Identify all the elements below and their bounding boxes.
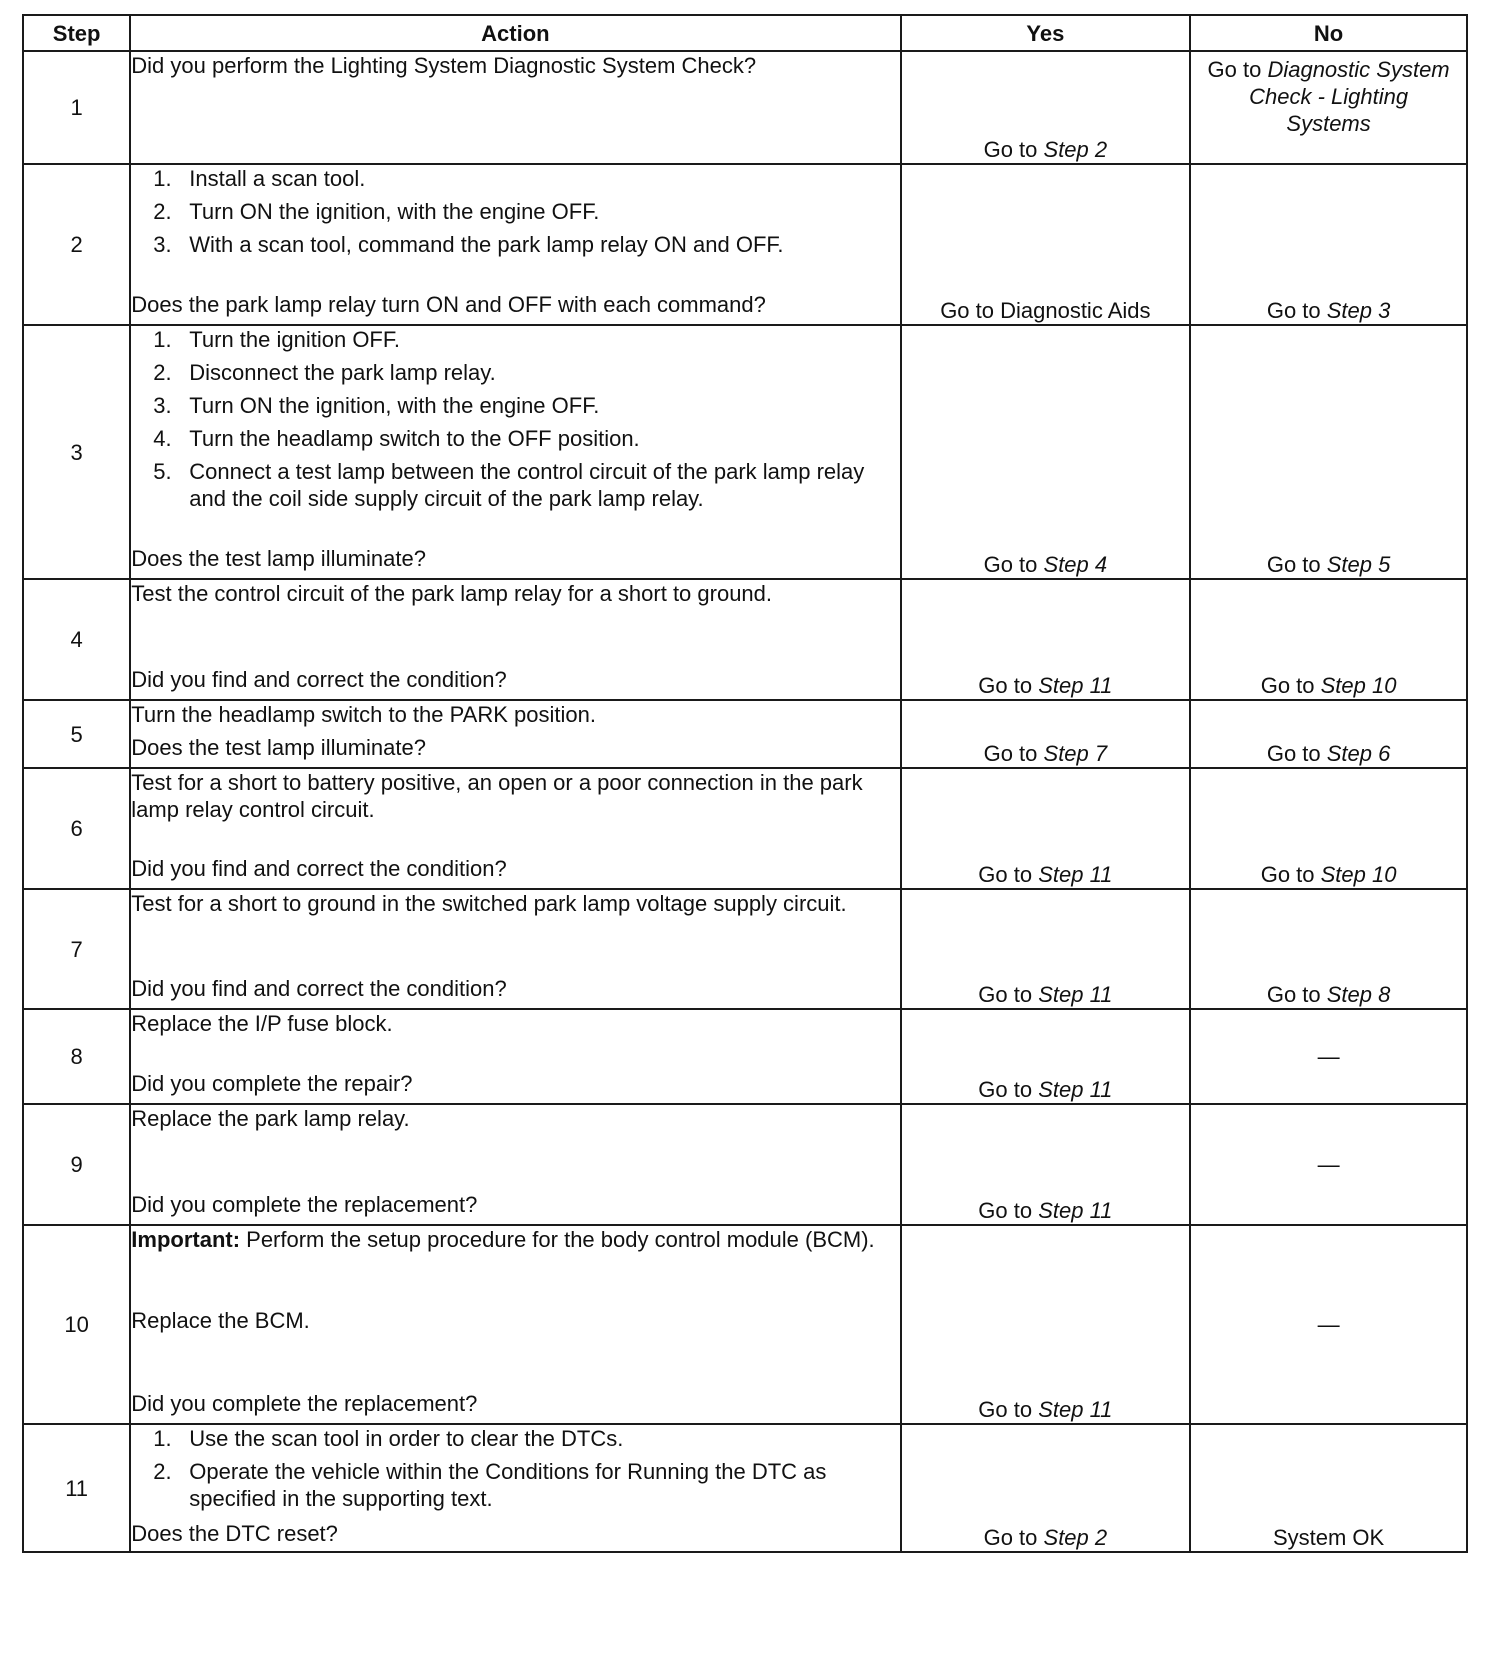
yes-prefix: Go to bbox=[978, 982, 1039, 1007]
table-row bbox=[23, 1104, 1467, 1225]
yes-prefix: Go to bbox=[978, 1198, 1039, 1223]
action-cell bbox=[130, 700, 900, 768]
no-prefix: System OK bbox=[1272, 1525, 1385, 1550]
yes-prefix: Go to bbox=[983, 137, 1044, 162]
yes-step-ref: Step 11 bbox=[1038, 1077, 1113, 1102]
action-text: Replace the park lamp relay. bbox=[131, 1106, 410, 1131]
list-item: 4. Turn the headlamp switch to the OFF position. bbox=[153, 426, 640, 451]
action-cell bbox=[130, 579, 900, 700]
list-item: 2. Turn ON the ignition, with the engine OFF. bbox=[153, 199, 600, 224]
yes-step-ref: Step 11 bbox=[1038, 982, 1113, 1007]
no-prefix: Go to bbox=[1266, 741, 1327, 766]
header-action: Action bbox=[130, 15, 900, 51]
no-cell bbox=[1190, 579, 1467, 700]
action-steps bbox=[131, 1425, 899, 1518]
no-step-ref: Step 5 bbox=[1326, 552, 1391, 577]
important-note bbox=[131, 1226, 899, 1253]
list-item: 2. Operate the vehicle within the Conditions for Running the DTC as specified in the supporting text. bbox=[153, 1459, 827, 1511]
action-cell bbox=[130, 768, 900, 889]
action-text: Replace the BCM. bbox=[131, 1308, 310, 1333]
action-question: Did you find and correct the condition? bbox=[131, 667, 507, 692]
yes-step-ref: Step 11 bbox=[1038, 673, 1113, 698]
no-prefix: Go to bbox=[1266, 552, 1327, 577]
action-question: Did you find and correct the condition? bbox=[131, 856, 507, 881]
yes-cell bbox=[901, 325, 1191, 579]
step-number: 6 bbox=[23, 768, 130, 889]
no-cell bbox=[1190, 164, 1467, 325]
step-number: 4 bbox=[23, 579, 130, 700]
action-question: Does the test lamp illuminate? bbox=[131, 546, 426, 571]
action-cell bbox=[130, 1424, 900, 1552]
action-question: Did you complete the replacement? bbox=[131, 1192, 478, 1217]
no-step-ref: Step 10 bbox=[1320, 862, 1397, 887]
no-cell bbox=[1190, 889, 1467, 1009]
yes-step-ref: Step 11 bbox=[1038, 862, 1113, 887]
list-item: 3. Turn ON the ignition, with the engine OFF. bbox=[153, 393, 600, 418]
yes-cell bbox=[901, 1225, 1191, 1424]
action-text: Replace the I/P fuse block. bbox=[131, 1011, 393, 1036]
header-no: No bbox=[1190, 15, 1467, 51]
table-row bbox=[23, 1009, 1467, 1104]
yes-cell bbox=[901, 889, 1191, 1009]
no-cell bbox=[1190, 1424, 1467, 1552]
table-row bbox=[23, 1225, 1467, 1424]
action-question: Does the test lamp illuminate? bbox=[131, 735, 426, 760]
no-cell bbox=[1190, 1104, 1467, 1225]
important-label: Important: bbox=[131, 1227, 241, 1252]
step-number: 5 bbox=[23, 700, 130, 768]
no-cell bbox=[1190, 325, 1467, 579]
no-step-ref: Step 3 bbox=[1326, 298, 1391, 323]
table-row bbox=[23, 325, 1467, 579]
action-question: Does the park lamp relay turn ON and OFF with each command? bbox=[131, 292, 766, 317]
step-number: 11 bbox=[23, 1424, 130, 1552]
yes-cell bbox=[901, 768, 1191, 889]
list-item: 3. With a scan tool, command the park lamp relay ON and OFF. bbox=[153, 232, 784, 257]
no-prefix: Go to bbox=[1207, 57, 1268, 82]
action-steps bbox=[131, 165, 899, 264]
yes-prefix: Go to Diagnostic Aids bbox=[940, 298, 1151, 323]
yes-prefix: Go to bbox=[978, 673, 1039, 698]
step-number: 7 bbox=[23, 889, 130, 1009]
diagnostic-table bbox=[22, 14, 1468, 1553]
table-row bbox=[23, 889, 1467, 1009]
no-prefix: Go to bbox=[1266, 298, 1327, 323]
step-number: 8 bbox=[23, 1009, 130, 1104]
header-row bbox=[23, 15, 1467, 51]
yes-step-ref: Step 4 bbox=[1043, 552, 1108, 577]
yes-cell bbox=[901, 1009, 1191, 1104]
step-number: 2 bbox=[23, 164, 130, 325]
no-dash: — bbox=[1317, 1044, 1340, 1069]
step-number: 3 bbox=[23, 325, 130, 579]
no-cell bbox=[1190, 1225, 1467, 1424]
yes-cell bbox=[901, 164, 1191, 325]
action-cell bbox=[130, 51, 900, 164]
yes-prefix: Go to bbox=[978, 862, 1039, 887]
no-dash: — bbox=[1317, 1152, 1340, 1177]
yes-prefix: Go to bbox=[983, 741, 1044, 766]
action-text: Test for a short to ground in the switched park lamp voltage supply circuit. bbox=[131, 891, 847, 916]
action-cell bbox=[130, 1009, 900, 1104]
list-item: 1. Turn the ignition OFF. bbox=[153, 327, 400, 352]
action-text: Did you perform the Lighting System Diagnostic System Check? bbox=[131, 53, 757, 78]
table-row bbox=[23, 768, 1467, 889]
yes-cell bbox=[901, 1424, 1191, 1552]
no-step-ref: Diagnostic System Check - Lighting Systems bbox=[1249, 57, 1450, 136]
yes-step-ref: Step 11 bbox=[1038, 1198, 1113, 1223]
yes-cell bbox=[901, 579, 1191, 700]
yes-cell bbox=[901, 1104, 1191, 1225]
action-cell bbox=[130, 325, 900, 579]
yes-prefix: Go to bbox=[983, 1525, 1044, 1550]
no-prefix: Go to bbox=[1266, 982, 1327, 1007]
table-row bbox=[23, 579, 1467, 700]
no-cell bbox=[1190, 51, 1467, 164]
step-number: 10 bbox=[23, 1225, 130, 1424]
important-text: Perform the setup procedure for the body control module (BCM). bbox=[240, 1227, 875, 1252]
yes-cell bbox=[901, 51, 1191, 164]
table-row bbox=[23, 700, 1467, 768]
no-step-ref: Step 10 bbox=[1320, 673, 1397, 698]
yes-prefix: Go to bbox=[978, 1077, 1039, 1102]
header-yes: Yes bbox=[901, 15, 1191, 51]
no-cell bbox=[1190, 1009, 1467, 1104]
yes-prefix: Go to bbox=[978, 1397, 1039, 1422]
action-text: Test the control circuit of the park lamp relay for a short to ground. bbox=[131, 581, 773, 606]
action-cell bbox=[130, 1104, 900, 1225]
no-cell bbox=[1190, 768, 1467, 889]
no-cell bbox=[1190, 700, 1467, 768]
table-row bbox=[23, 1424, 1467, 1552]
action-cell bbox=[130, 164, 900, 325]
list-item: 2. Disconnect the park lamp relay. bbox=[153, 360, 496, 385]
yes-step-ref: Step 2 bbox=[1043, 1525, 1108, 1550]
no-prefix: Go to bbox=[1260, 862, 1321, 887]
action-text: Test for a short to battery positive, an open or a poor connection in the park lamp relay control circuit. bbox=[131, 770, 863, 822]
no-dash: — bbox=[1317, 1312, 1340, 1337]
no-step-ref: Step 6 bbox=[1326, 741, 1391, 766]
action-question: Does the DTC reset? bbox=[131, 1521, 338, 1546]
yes-step-ref: Step 11 bbox=[1038, 1397, 1113, 1422]
yes-prefix: Go to bbox=[983, 552, 1044, 577]
action-cell bbox=[130, 889, 900, 1009]
table-row bbox=[23, 164, 1467, 325]
action-steps bbox=[131, 326, 899, 518]
step-number: 1 bbox=[23, 51, 130, 164]
action-question: Did you find and correct the condition? bbox=[131, 976, 507, 1001]
yes-step-ref: Step 7 bbox=[1043, 741, 1108, 766]
no-prefix: Go to bbox=[1260, 673, 1321, 698]
no-step-ref: Step 8 bbox=[1326, 982, 1391, 1007]
action-question: Did you complete the replacement? bbox=[131, 1391, 478, 1416]
action-cell bbox=[130, 1225, 900, 1424]
list-item: 5. Connect a test lamp between the control circuit of the park lamp relay and the coil side supply circuit of the park lamp relay. bbox=[153, 459, 865, 511]
action-text: Turn the headlamp switch to the PARK position. bbox=[131, 702, 596, 727]
header-step: Step bbox=[23, 15, 130, 51]
action-question: Did you complete the repair? bbox=[131, 1071, 413, 1096]
step-number: 9 bbox=[23, 1104, 130, 1225]
yes-cell bbox=[901, 700, 1191, 768]
list-item: 1. Use the scan tool in order to clear the DTCs. bbox=[153, 1426, 624, 1451]
table-row bbox=[23, 51, 1467, 164]
list-item: 1. Install a scan tool. bbox=[153, 166, 366, 191]
yes-step-ref: Step 2 bbox=[1043, 137, 1108, 162]
